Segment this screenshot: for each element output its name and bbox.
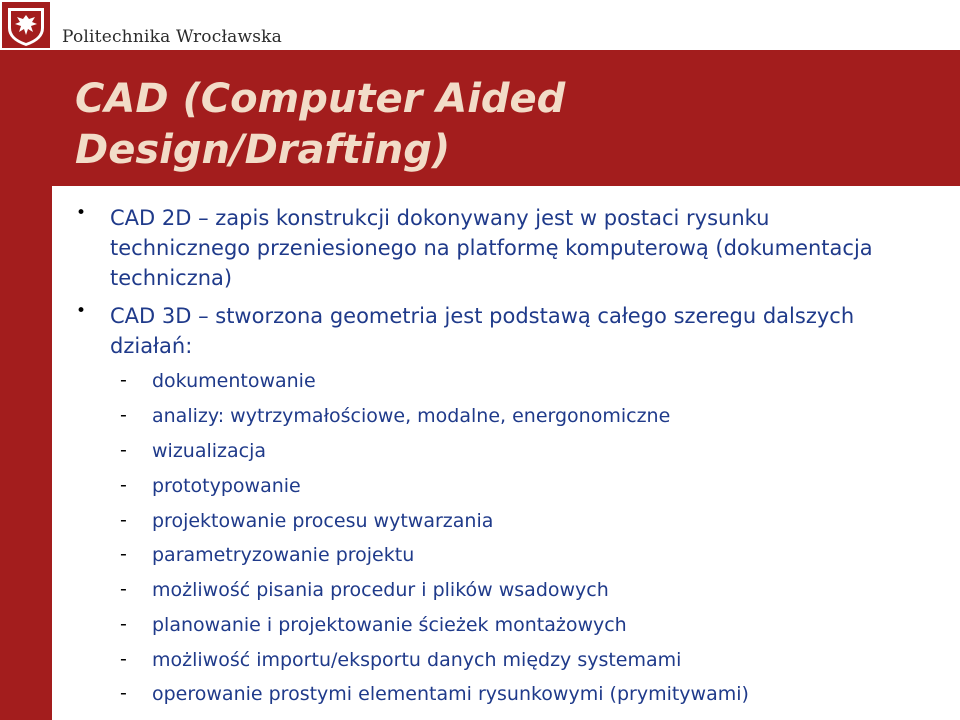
- sub-list-text: możliwość importu/eksportu danych między systemami: [152, 649, 682, 671]
- sub-list-item: [0, 404, 900, 434]
- sub-list-text: planowanie i projektowanie ścieżek montażowych: [152, 614, 627, 636]
- sub-list-text: wizualizacja: [152, 440, 267, 462]
- sub-list-text: dokumentowanie: [152, 370, 316, 392]
- sub-list-text: analizy: wytrzymałościowe, modalne, energonomiczne: [152, 405, 671, 427]
- sub-list-item: [0, 648, 900, 678]
- sub-list-text: możliwość pisania procedur i plików wsadowych: [152, 579, 609, 601]
- sub-list-item: [0, 578, 900, 608]
- sub-list-item: [0, 439, 900, 469]
- sub-list-item: [0, 543, 900, 573]
- sub-list-item: [0, 474, 900, 504]
- dash-marker: -: [120, 439, 127, 461]
- dash-marker: -: [120, 369, 127, 391]
- header-bar: [0, 0, 960, 50]
- dash-marker: -: [120, 578, 127, 600]
- bullet-text: CAD 2D – zapis konstrukcji dokonywany jest w postaci rysunku technicznego przeniesionego na platformę komputerową (dokumentacja techniczna): [110, 206, 873, 290]
- dash-marker: -: [120, 543, 127, 565]
- sub-list-item: [0, 682, 900, 712]
- institution-name: Politechnika Wrocławska: [62, 27, 282, 47]
- sub-list-text: operowanie prostymi elementami rysunkowymi (prymitywami): [152, 683, 749, 705]
- bullet-text: CAD 3D – stworzona geometria jest podstawą całego szeregu dalszych działań:: [110, 304, 855, 358]
- bullet-marker: •: [76, 203, 87, 223]
- dash-marker: -: [120, 648, 127, 670]
- dash-marker: -: [120, 509, 127, 531]
- dash-marker: -: [120, 613, 127, 635]
- sub-list-text: prototypowanie: [152, 475, 301, 497]
- slide-title: CAD (Computer Aided Design/Drafting): [75, 76, 566, 173]
- dash-marker: -: [120, 474, 127, 496]
- sub-list-text: parametryzowanie projektu: [152, 544, 415, 566]
- eagle-crest-icon: [2, 2, 50, 48]
- sub-list-item: [0, 509, 900, 539]
- dash-marker: -: [120, 682, 127, 704]
- bullet-marker: •: [76, 301, 87, 321]
- sub-list-text: projektowanie procesu wytwarzania: [152, 510, 494, 532]
- sub-list-item: [0, 369, 900, 399]
- dash-marker: -: [120, 404, 127, 426]
- sub-list-item: [0, 613, 900, 643]
